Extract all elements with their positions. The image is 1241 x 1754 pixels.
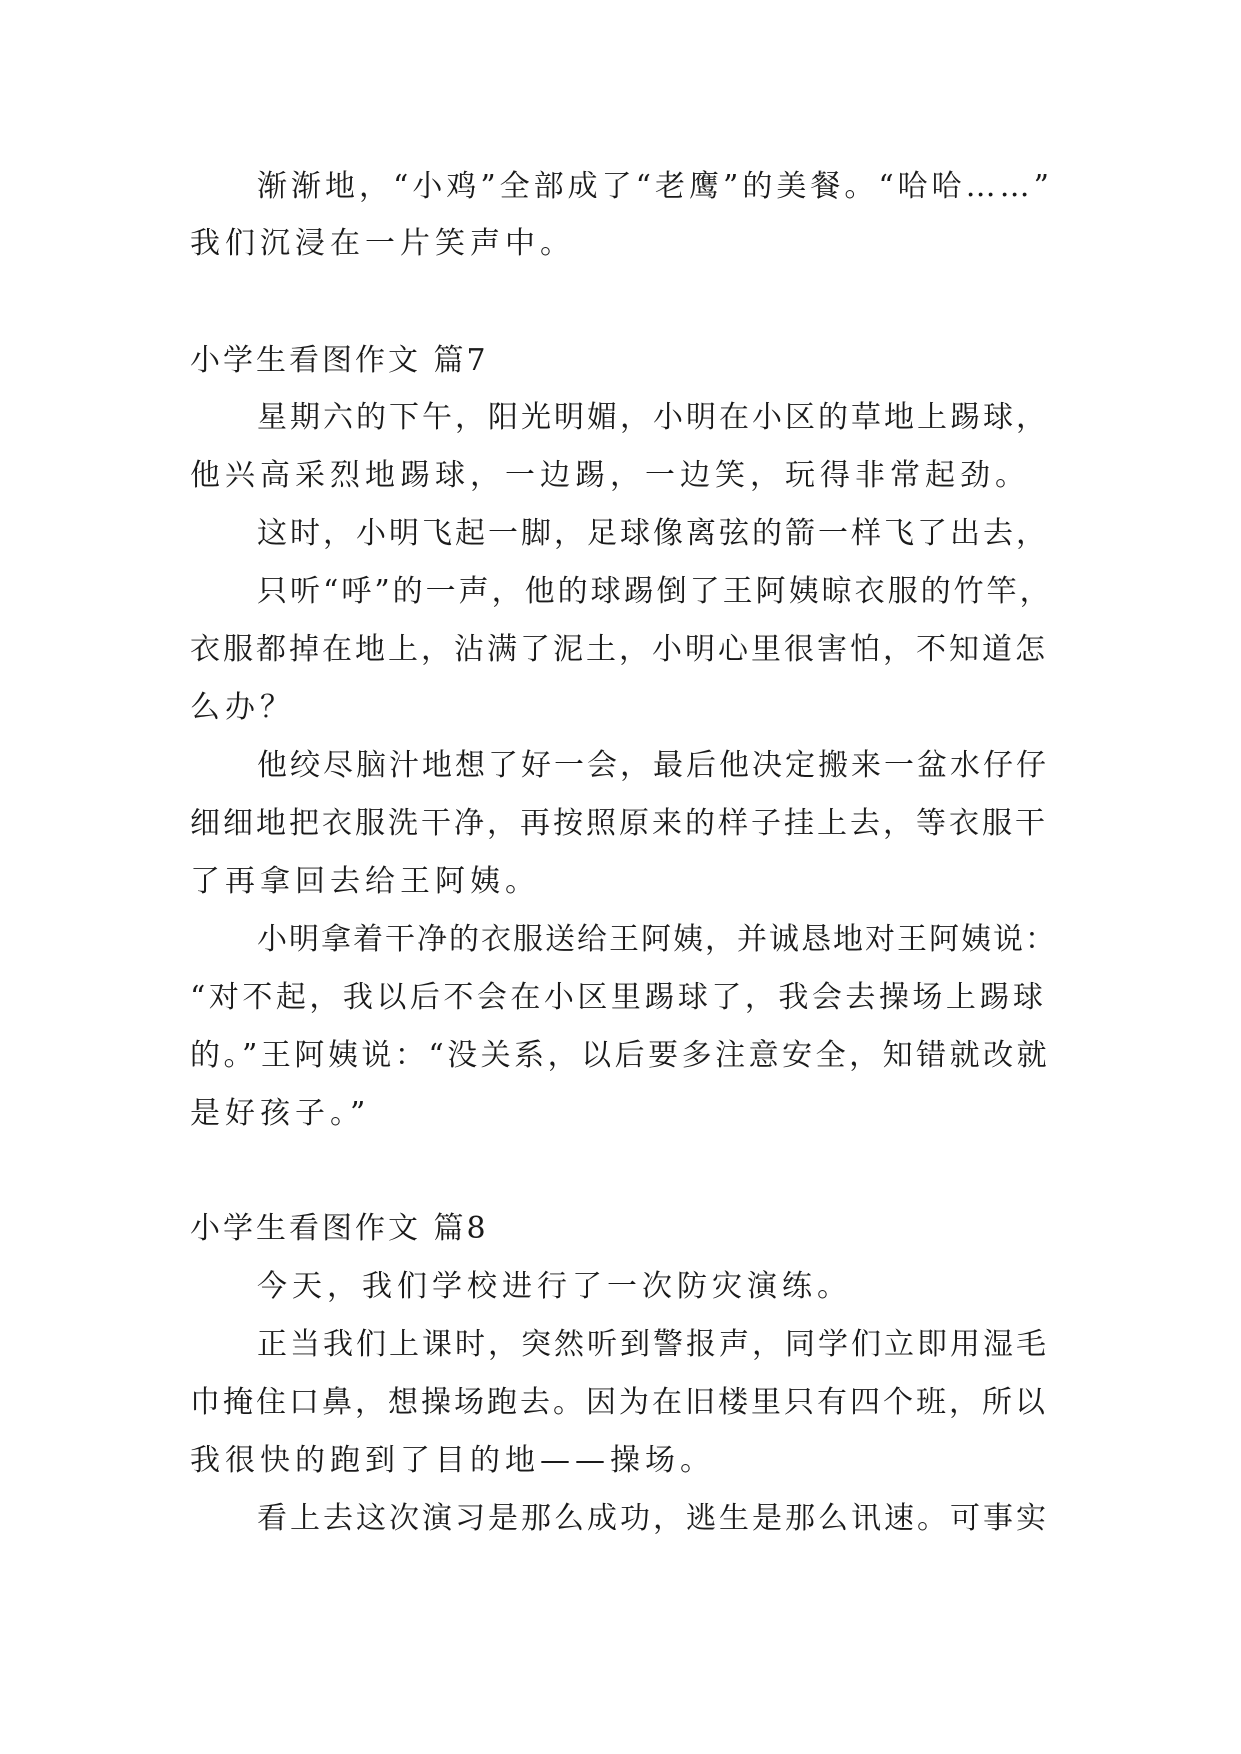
paragraph-line: 星期六的下午，阳光明媚，小明在小区的草地上踢球， [257,400,1049,435]
paragraph-line: 正当我们上课时，突然听到警报声，同学们立即用湿毛 [257,1327,1049,1362]
paragraph-line: 他绞尽脑汁地想了好一会，最后他决定搬来一盆水仔仔 [257,748,1049,783]
paragraph-line: 他兴高采烈地踢球，一边踢，一边笑，玩得非常起劲。 [190,458,1030,493]
paragraph-line: 细细地把衣服洗干净，再按照原来的样子挂上去，等衣服干 [190,806,1048,841]
paragraph-line: 只听“呼”的一声，他的球踢倒了王阿姨晾衣服的竹竿， [257,574,1053,609]
paragraph-line: 小明拿着干净的衣服送给王阿姨，并诚恳地对王阿姨说： [257,922,1057,957]
paragraph-line: 我们沉浸在一片笑声中。 [190,226,575,261]
paragraph-line: 看上去这次演习是那么成功，逃生是那么讯速。可事实 [257,1501,1049,1536]
paragraph-line: 这时，小明飞起一脚，足球像离弦的箭一样飞了出去， [257,516,1049,551]
paragraph-line: 衣服都掉在地上，沾满了泥土，小明心里很害怕，不知道怎 [190,632,1048,667]
paragraph-line: 的。”王阿姨说：“没关系，以后要多注意安全，知错就改就 [190,1038,1051,1073]
section-heading: 小学生看图作文 篇7 [190,343,489,378]
paragraph-line: 是好孩子。” [190,1096,371,1131]
paragraph-line: 今天，我们学校进行了一次防灾演练。 [257,1269,852,1304]
paragraph-line: 么办？ [190,690,295,725]
paragraph-line: 巾掩住口鼻，想操场跑去。因为在旧楼里只有四个班，所以 [190,1385,1048,1420]
paragraph-line: 渐渐地，“小鸡”全部成了“老鹰”的美餐。“哈哈……” [257,169,1054,204]
paragraph-line: “对不起，我以后不会在小区里踢球了，我会去操场上踢球 [190,980,1047,1015]
paragraph-line: 了再拿回去给王阿姨。 [190,864,540,899]
paragraph-line: 我很快的跑到了目的地——操场。 [190,1443,715,1478]
section-heading: 小学生看图作文 篇8 [190,1211,489,1246]
